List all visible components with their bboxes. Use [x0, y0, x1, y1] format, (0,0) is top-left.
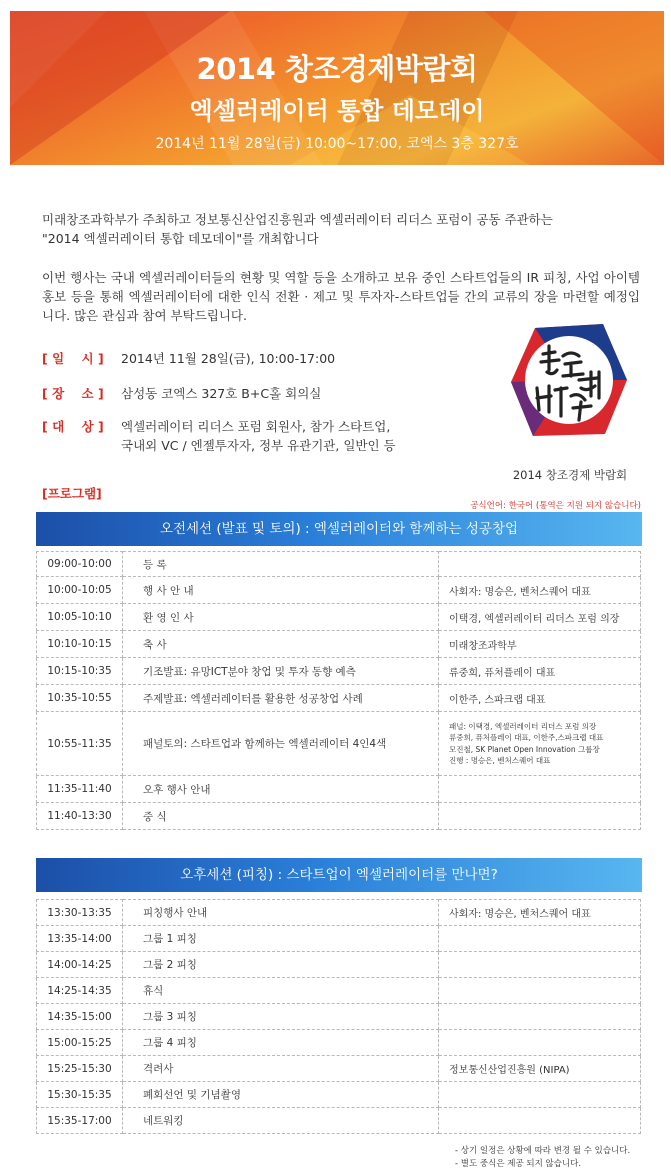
morning-schedule-table [36, 551, 641, 830]
info-place-value: 삼성동 코엑스 327호 B+C홀 회의실 [121, 386, 322, 401]
program-cell: 환 영 인 사 [123, 604, 439, 631]
time-cell: 15:00-15:25 [37, 1030, 123, 1056]
info-target-line: 국내외 VC / 엔젤투자자, 정부 유관기관, 일반인 등 [121, 438, 396, 453]
info-target-value [121, 417, 441, 455]
time-cell: 14:35-15:00 [37, 1004, 123, 1030]
time-cell: 14:25-14:35 [37, 978, 123, 1004]
program-cell: 등 록 [123, 552, 439, 577]
program-cell: 휴식 [123, 978, 439, 1004]
program-cell: 폐회선언 및 기념촬영 [123, 1082, 439, 1108]
table-row [37, 712, 641, 776]
person-cell [439, 1030, 641, 1056]
person-cell [439, 552, 641, 577]
person-cell: 이택경, 엑셀러레이터 리더스 포럼 의장 [439, 604, 641, 631]
expo-logo [505, 316, 633, 444]
table-row [37, 1108, 641, 1134]
table-row [37, 1004, 641, 1030]
time-cell: 10:00-10:05 [37, 577, 123, 604]
table-row [37, 631, 641, 658]
person-cell [439, 1082, 641, 1108]
table-row [37, 978, 641, 1004]
panel-line: 류중희, 퓨처플레이 대표, 이한주,스파크랩 대표 [449, 733, 604, 742]
program-cell: 그룹 2 피칭 [123, 952, 439, 978]
banner-title: 2014 창조경제박람회 [196, 52, 478, 86]
language-note: 공식언어: 한국어 (통역은 지원 되지 않습니다) [470, 501, 641, 511]
table-row [37, 1030, 641, 1056]
table-row [37, 803, 641, 830]
table-row [37, 577, 641, 604]
table-row [37, 952, 641, 978]
person-cell [439, 952, 641, 978]
person-cell: 사회자: 명승은, 벤처스퀘어 대표 [439, 577, 641, 604]
program-cell: 격려사 [123, 1056, 439, 1082]
time-cell: 13:30-13:35 [37, 900, 123, 926]
panel-list-cell [439, 712, 641, 776]
program-cell: 그룹 1 피칭 [123, 926, 439, 952]
program-cell: 그룹 4 피칭 [123, 1030, 439, 1056]
program-cell: 축 사 [123, 631, 439, 658]
person-cell [439, 1108, 641, 1134]
info-target-line: 엑셀러레이터 리더스 포럼 회원사, 참가 스타트업, [121, 419, 391, 434]
program-cell: 네트워킹 [123, 1108, 439, 1134]
program-heading: [프로그램] [42, 486, 102, 501]
panel-line: 모진철, SK Planet Open Innovation 그룹장 [449, 744, 600, 754]
table-row [37, 1082, 641, 1108]
person-cell [439, 803, 641, 830]
time-cell: 10:35-10:55 [37, 685, 123, 712]
person-cell [439, 926, 641, 952]
banner-subtitle: 엑셀러레이터 통합 데모데이 [189, 97, 485, 125]
table-row [37, 552, 641, 577]
program-cell: 오후 행사 안내 [123, 776, 439, 803]
footnotes [455, 1145, 630, 1171]
panel-line: 진행 : 명승은, 벤처스퀘어 대표 [449, 756, 551, 765]
time-cell: 09:00-10:00 [37, 552, 123, 577]
time-cell: 10:55-11:35 [37, 712, 123, 776]
info-place-label: [ 장 소 ] [42, 386, 104, 401]
intro-line: "2014 엑셀러레이터 통합 데모데이"를 개최합니다 [42, 231, 319, 246]
table-row [37, 604, 641, 631]
program-cell: 행 사 안 내 [123, 577, 439, 604]
footnote-line: - 별도 중식은 제공 되지 않습니다. [455, 1159, 582, 1169]
afternoon-session-header: 오후세션 (피칭) : 스타트업이 엑셀러레이터를 만나면? [36, 858, 642, 892]
person-cell [439, 1004, 641, 1030]
time-cell: 11:35-11:40 [37, 776, 123, 803]
morning-session-header: 오전세션 (발표 및 토의) : 엑셀러레이터와 함께하는 성공창업 [36, 512, 642, 546]
table-row [37, 658, 641, 685]
logo-caption: 2014 창조경제 박람회 [512, 468, 628, 482]
intro-paragraph: 이번 행사는 국내 엑셀러레이터들의 현황 및 역할 등을 소개하고 보유 중인 스타트업들의 IR 피칭, 사업 아이템 홍보 등을 통해 엑셀러레이터에 대한 인식 전환 · 제고 및 투자자-스타트업들 간의 교류의 장을 마련할 예정입니다. 많은 관심과 참여 부탁드립니다. [42, 270, 640, 323]
intro-line: 미래창조과학부가 주최하고 정보통신산업진흥원과 엑셀러레이터 리더스 포럼이 공동 주관하는 [42, 212, 553, 227]
person-cell: 미래창조과학부 [439, 631, 641, 658]
person-cell: 류중희, 퓨처플레이 대표 [439, 658, 641, 685]
person-cell [439, 776, 641, 803]
table-row [37, 926, 641, 952]
afternoon-schedule-table [36, 899, 641, 1134]
info-date-value: 2014년 11월 28일(금), 10:00-17:00 [121, 351, 336, 366]
person-cell: 사회자: 명승은, 벤처스퀘어 대표 [439, 900, 641, 926]
panel-line: 패널: 이택경, 엑셀러레이터 리더스 포럼 의장 [449, 721, 597, 731]
program-cell: 그룹 3 피칭 [123, 1004, 439, 1030]
program-cell: 주제발표: 엑셀러레이터를 활용한 성공창업 사례 [123, 685, 439, 712]
table-row [37, 1056, 641, 1082]
program-cell: 기조발표: 유망ICT분야 창업 및 투자 동향 예측 [123, 658, 439, 685]
person-cell: 이한주, 스파크랩 대표 [439, 685, 641, 712]
table-row [37, 685, 641, 712]
banner-datetime: 2014년 11월 28일(금) 10:00~17:00, 코엑스 3층 327호 [155, 136, 519, 152]
time-cell: 10:05-10:10 [37, 604, 123, 631]
program-cell: 패널토의: 스타트업과 함께하는 엑셀러레이터 4인4색 [123, 712, 439, 776]
header-banner [10, 11, 664, 165]
time-cell: 15:35-17:00 [37, 1108, 123, 1134]
info-date-label: [ 일 시 ] [42, 351, 104, 366]
time-cell: 14:00-14:25 [37, 952, 123, 978]
time-cell: 11:40-13:30 [37, 803, 123, 830]
info-target-label: [ 대 상 ] [42, 419, 104, 434]
time-cell: 10:15-10:35 [37, 658, 123, 685]
footnote-line: - 상기 일정은 상황에 따라 변경 될 수 있습니다. [455, 1146, 631, 1156]
intro-text [42, 210, 640, 248]
table-row [37, 900, 641, 926]
time-cell: 15:25-15:30 [37, 1056, 123, 1082]
time-cell: 10:10-10:15 [37, 631, 123, 658]
table-row [37, 776, 641, 803]
time-cell: 13:35-14:00 [37, 926, 123, 952]
person-cell [439, 978, 641, 1004]
program-cell: 피칭행사 안내 [123, 900, 439, 926]
program-cell: 중 식 [123, 803, 439, 830]
person-cell: 정보통신산업진흥원 (NIPA) [439, 1056, 641, 1082]
time-cell: 15:30-15:35 [37, 1082, 123, 1108]
